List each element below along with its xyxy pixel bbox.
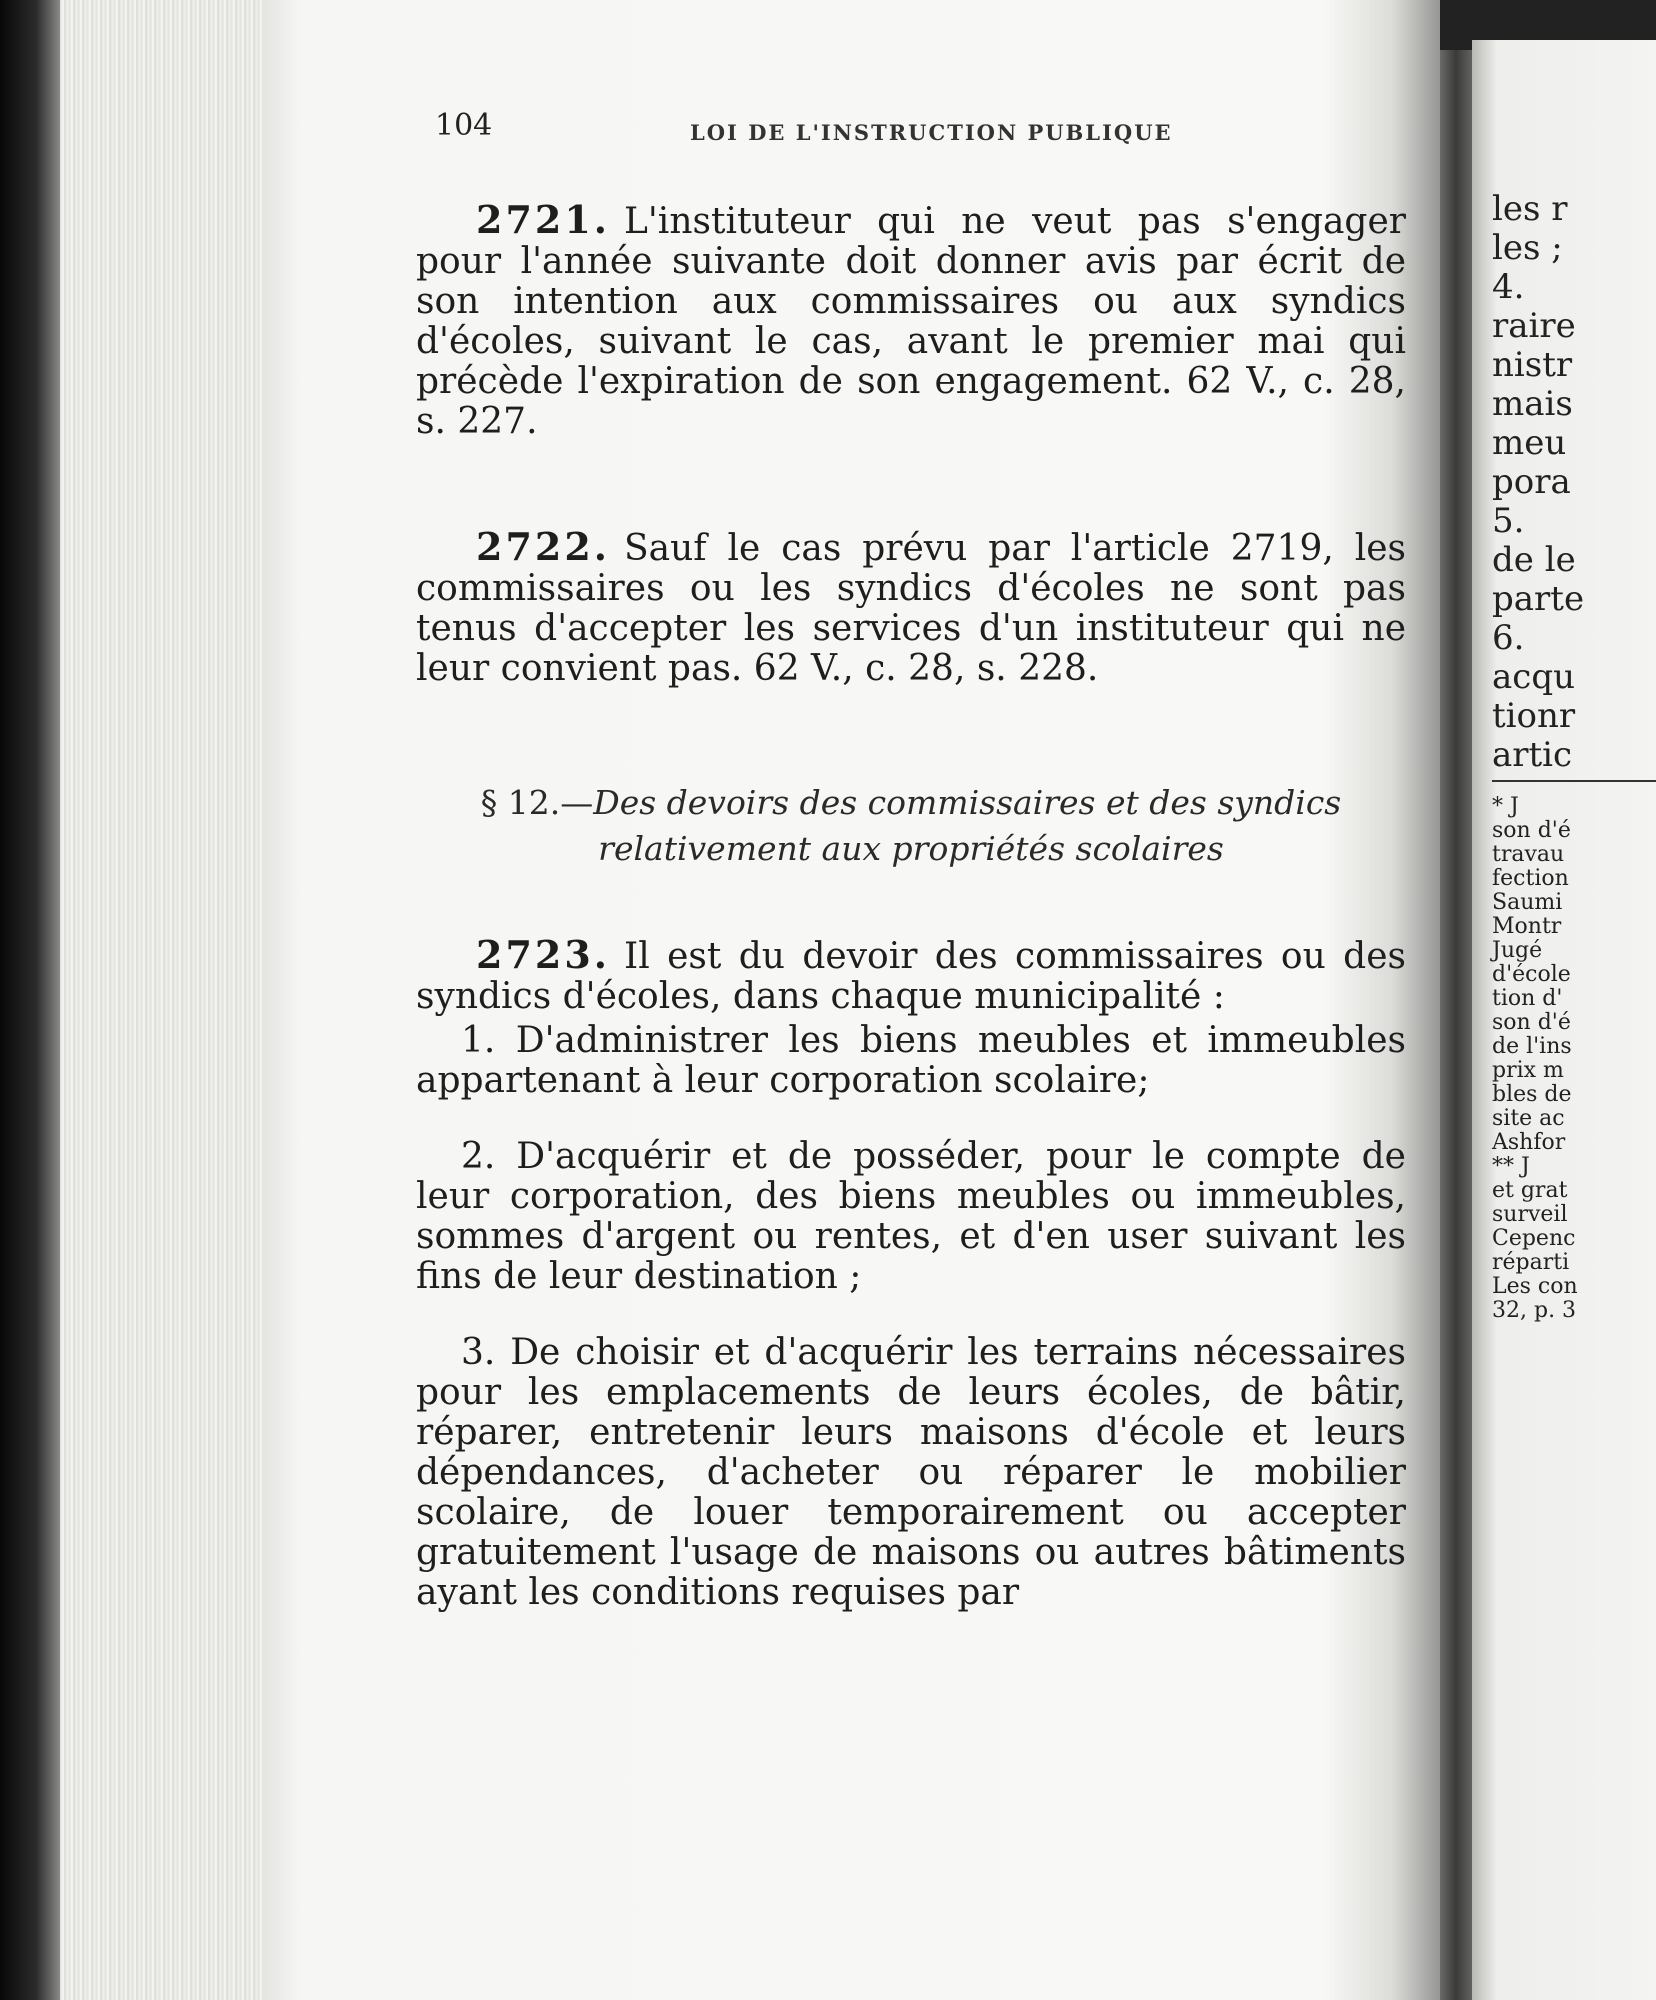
article-text: Sauf le cas prévu par l'article 2719, les commissaires ou les syndics d'écoles ne sont pas tenus d'accepter les services d'un instituteur qui ne leur convient pas. 62 V., c. 28, s. 228. bbox=[416, 528, 1406, 689]
right-page-line: mais bbox=[1492, 384, 1573, 424]
right-page-line: tionr bbox=[1492, 696, 1576, 736]
article-item-2: 2. D'acquérir et de posséder, pour le compte de leur corporation, des biens meubles ou immeubles, sommes d'argent ou rentes, et d'en user suivant les fins de leur destination ; bbox=[416, 1136, 1406, 1297]
footnote-line: et grat bbox=[1492, 1178, 1568, 1203]
right-page-line: 6. bbox=[1492, 618, 1525, 658]
footnote-line: ** J bbox=[1492, 1154, 1530, 1179]
right-page-line: 5. bbox=[1492, 501, 1525, 541]
footnote-line: surveil bbox=[1492, 1202, 1568, 1227]
article-item-3: 3. De choisir et d'acquérir les terrains nécessaires pour les emplacements de leurs écoles, de bâtir, réparer, entretenir leurs maisons d'école et leurs dépendances, d'acheter ou réparer le mobilier scolaire, de louer temporairement ou accepter gratuitement l'usage de maisons ou autres bâtiments ayant les conditions requises par bbox=[416, 1332, 1406, 1613]
article-item-1: 1. D'administrer les biens meubles et immeubles appartenant à leur corporation scolaire; bbox=[416, 1020, 1406, 1101]
right-page bbox=[1472, 40, 1656, 2000]
right-page-line: pora bbox=[1492, 462, 1571, 502]
footnote-line: d'école bbox=[1492, 962, 1571, 987]
right-page-line: parte bbox=[1492, 579, 1585, 619]
right-page-line: raire bbox=[1492, 306, 1576, 346]
footnote-line: de l'ins bbox=[1492, 1034, 1572, 1059]
section-number: § 12.— bbox=[480, 783, 594, 822]
footnote-line: réparti bbox=[1492, 1250, 1570, 1275]
footnote-line: Les con bbox=[1492, 1274, 1578, 1299]
section-title-part-1: Des devoirs des commissaires et des syndics bbox=[593, 783, 1342, 822]
article-number: 2723. bbox=[476, 932, 610, 977]
footnote-line: son d'é bbox=[1492, 1010, 1571, 1035]
footnote-line: * J bbox=[1492, 794, 1519, 819]
footnote-line: site ac bbox=[1492, 1106, 1565, 1131]
running-head bbox=[435, 108, 1235, 158]
running-title: LOI DE L'INSTRUCTION PUBLIQUE bbox=[690, 120, 1173, 145]
left-shadow bbox=[0, 0, 60, 2000]
right-page-line: nistr bbox=[1492, 345, 1573, 385]
page-edges bbox=[40, 0, 270, 2000]
right-page-line: artic bbox=[1492, 735, 1573, 775]
article-2722 bbox=[416, 524, 1406, 689]
footnote-line: Montr bbox=[1492, 914, 1562, 939]
footnote-line: 32, p. 3 bbox=[1492, 1298, 1577, 1323]
section-title-part-2: relativement aux propriétés scolaires bbox=[598, 829, 1224, 868]
section-heading-line-1 bbox=[416, 780, 1406, 826]
footnote-rule bbox=[1492, 780, 1656, 782]
article-2721 bbox=[416, 197, 1406, 442]
article-text: Il est du devoir des commissaires ou des syndics d'écoles, dans chaque municipalité : bbox=[416, 936, 1406, 1017]
right-page-body bbox=[1492, 190, 1656, 775]
article-number: 2722. bbox=[476, 524, 610, 569]
section-heading bbox=[416, 780, 1406, 872]
footnote-line: prix m bbox=[1492, 1058, 1564, 1083]
right-page-line: les ; bbox=[1492, 228, 1563, 268]
footnote-line: travau bbox=[1492, 842, 1565, 867]
right-page-line: de le bbox=[1492, 540, 1576, 580]
footnote-line: Ashfor bbox=[1492, 1130, 1566, 1155]
article-number: 2721. bbox=[476, 197, 610, 242]
footnote-line: son d'é bbox=[1492, 818, 1571, 843]
article-2723 bbox=[416, 932, 1406, 1649]
article-intro bbox=[416, 932, 1406, 1017]
footnote-line: Saumi bbox=[1492, 890, 1563, 915]
footnote-line: fection bbox=[1492, 866, 1569, 891]
page-number: 104 bbox=[435, 108, 493, 143]
right-page-line: les r bbox=[1492, 189, 1568, 229]
footnote-line: Cepenc bbox=[1492, 1226, 1576, 1251]
right-page-line: acqu bbox=[1492, 657, 1575, 697]
right-page-footnotes bbox=[1492, 795, 1656, 1323]
right-page-line: meu bbox=[1492, 423, 1567, 463]
article-text: L'instituteur qui ne veut pas s'engager pour l'année suivante doit donner avis par écrit de son intention aux commissaires ou aux syndics d'écoles, suivant le cas, avant le premier mai qui précède l'expiration de son engagement. 62 V., c. 28, s. 227. bbox=[416, 201, 1406, 442]
footnote-line: Jugé bbox=[1492, 938, 1543, 963]
footnote-line: tion d' bbox=[1492, 986, 1563, 1011]
right-page-line: 4. bbox=[1492, 267, 1525, 307]
footnote-line: bles de bbox=[1492, 1082, 1572, 1107]
